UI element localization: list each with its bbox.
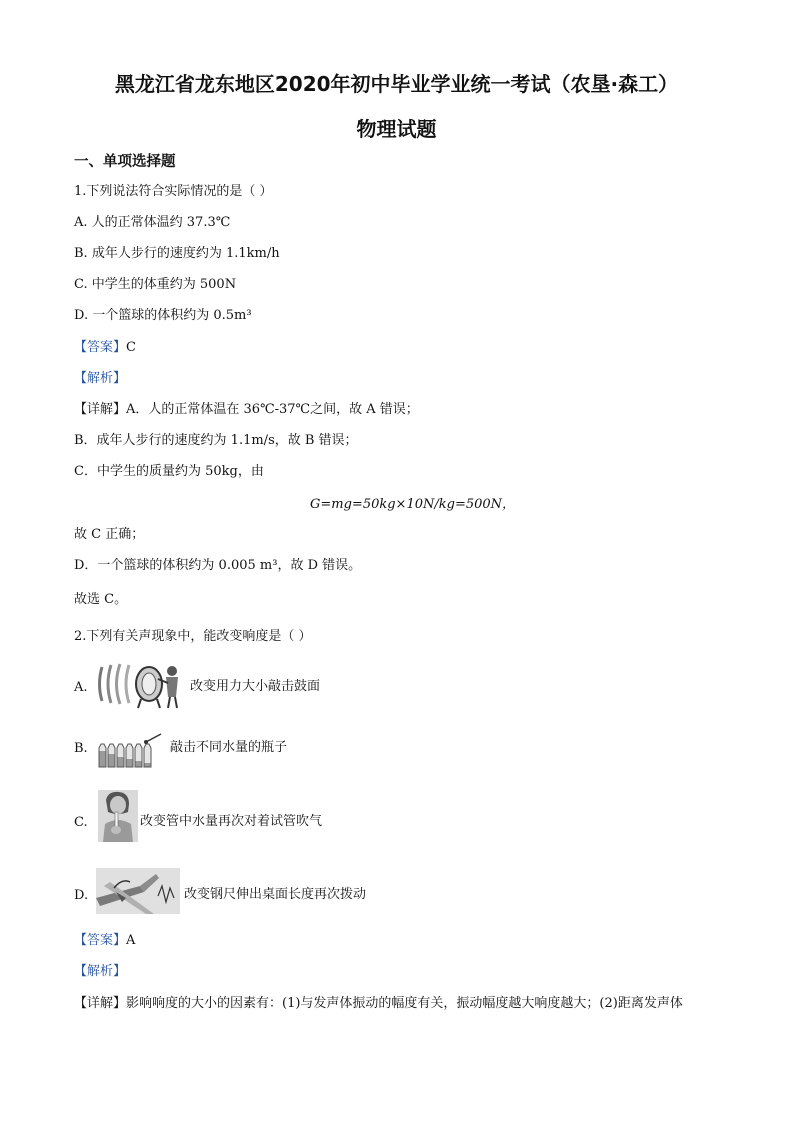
q1-detail-line-5: D．一个篮球的体积约为 0.005 m³，故 D 错误。 bbox=[74, 558, 362, 573]
answer-tag: 【答案】 bbox=[74, 933, 127, 948]
detail-tag: 【详解】 bbox=[74, 996, 127, 1011]
q2-answer-line bbox=[74, 933, 135, 949]
section-heading: 一、单项选择题 bbox=[74, 154, 176, 170]
q1-detail-line-6: 故选 C。 bbox=[74, 592, 128, 607]
q1-option-c: C. 中学生的体重约为 500N bbox=[74, 277, 237, 292]
q1-answer-line bbox=[74, 340, 136, 356]
q2-analysis-tag bbox=[74, 964, 126, 980]
q1-analysis-tag bbox=[74, 371, 126, 387]
q2-option-c-text: 改变管中水量再次对着试管吹气 bbox=[140, 814, 323, 829]
person-tube-figure bbox=[98, 790, 138, 842]
q1-stem: 1.下列说法符合实际情况的是（ ） bbox=[74, 184, 273, 199]
q2-answer: A bbox=[126, 933, 136, 948]
q2-option-a-letter: A. bbox=[74, 680, 88, 695]
page-subtitle: 物理试题 bbox=[356, 117, 437, 141]
q1-answer: C bbox=[126, 340, 136, 355]
q2-option-c-letter: C. bbox=[74, 815, 88, 830]
q2-detail-line bbox=[74, 996, 683, 1012]
analysis-tag: 【解析】 bbox=[74, 964, 127, 979]
q2-option-a-text: 改变用力大小敲击鼓面 bbox=[190, 679, 321, 694]
q1-option-b: B. 成年人步行的速度约为 1.1km/h bbox=[74, 246, 280, 261]
q1-detail-text-1: A．人的正常体温在 36℃-37℃之间，故 A 错误； bbox=[126, 402, 419, 417]
q2-detail-text: 影响响度的大小的因素有：(1)与发声体振动的幅度有关，振动幅度越大响度越大；(2)距离发声体 bbox=[126, 996, 683, 1011]
q1-detail-line-4: 故 C 正确； bbox=[74, 527, 145, 542]
q1-detail-line-3: C．中学生的质量约为 50kg，由 bbox=[74, 464, 264, 479]
bottles-figure bbox=[96, 732, 164, 770]
q2-option-d-text: 改变钢尺伸出桌面长度再次拨动 bbox=[184, 887, 367, 902]
q1-detail-line-2: B．成年人步行的速度约为 1.1m/s，故 B 错误； bbox=[74, 433, 358, 448]
analysis-tag: 【解析】 bbox=[74, 371, 127, 386]
q1-option-a: A. 人的正常体温约 37.3℃ bbox=[74, 215, 231, 230]
q2-option-b-text: 敲击不同水量的瓶子 bbox=[170, 740, 288, 755]
detail-tag: 【详解】 bbox=[74, 402, 127, 417]
answer-tag: 【答案】 bbox=[74, 340, 127, 355]
page-title: 黑龙江省龙东地区2020年初中毕业学业统一考试（农垦·森工） bbox=[114, 72, 679, 96]
q1-detail-line-1 bbox=[74, 402, 419, 418]
q2-option-b-letter: B. bbox=[74, 741, 88, 756]
ruler-figure bbox=[96, 868, 180, 914]
q1-option-d: D. 一个篮球的体积约为 0.5m³ bbox=[74, 308, 252, 323]
q2-stem: 2.下列有关声现象中，能改变响度是（ ） bbox=[74, 629, 312, 644]
drum-figure bbox=[96, 659, 182, 709]
q1-formula: G=mg=50kg×10N/kg=500N， bbox=[310, 497, 516, 512]
q2-option-d-letter: D. bbox=[74, 888, 89, 903]
